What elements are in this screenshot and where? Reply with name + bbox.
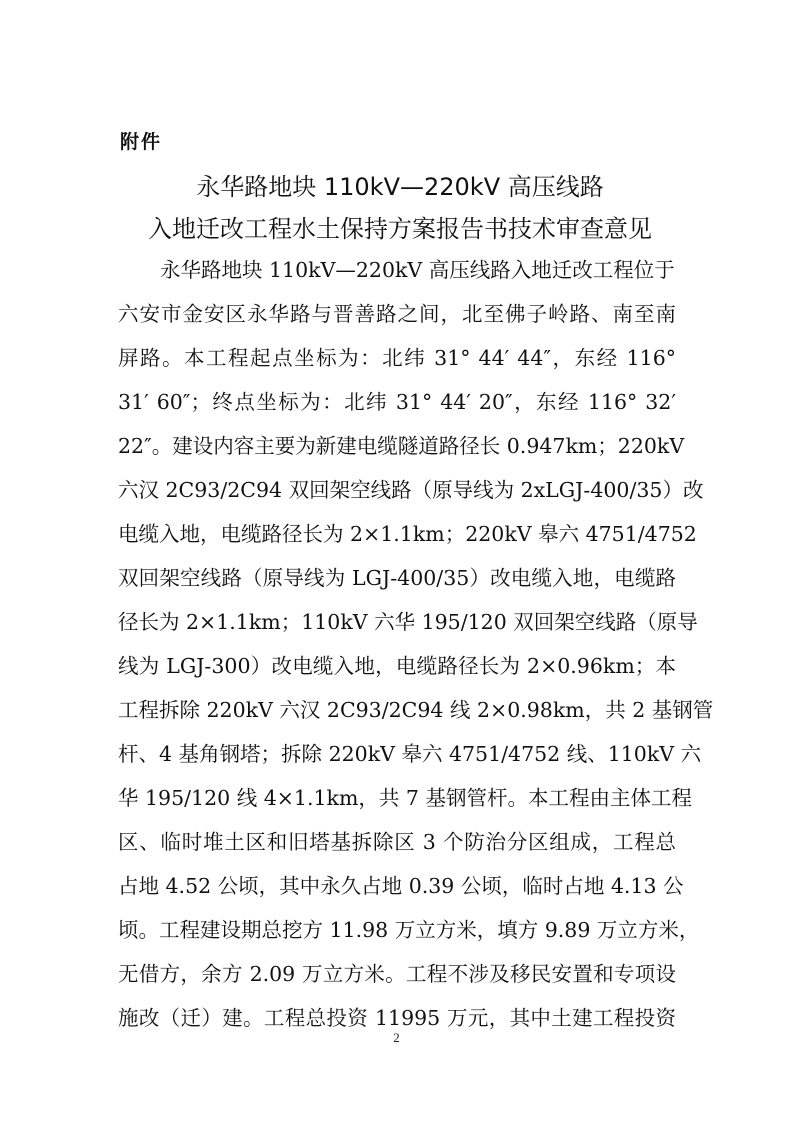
body-line: 杆、4 基角钢塔；拆除 220kV 皋六 4751/4752 线、110kV 六 xyxy=(118,742,702,766)
body-line: 电缆入地，电缆路径长为 2×1.1km；220kV 皋六 4751/4752 xyxy=(118,522,697,546)
body-line: 无借方，余方 2.09 万立方米。工程不涉及移民安置和专项设 xyxy=(118,962,676,986)
body-line: 工程拆除 220kV 六汉 2C93/2C94 线 2×0.98km，共 2 基钢管 xyxy=(118,698,714,722)
body-line: 施改（迁）建。工程总投资 11995 万元，其中土建工程投资 xyxy=(118,1006,676,1030)
body-line: 华 195/120 线 4×1.1km，共 7 基钢管杆。本工程由主体工程 xyxy=(118,786,692,810)
body-line: 区、临时堆土区和旧塔基拆除区 3 个防治分区组成，工程总 xyxy=(118,830,676,854)
body-line: 屏路。本工程起点坐标为：北纬 31° 44′ 44″，东经 116° xyxy=(118,346,676,370)
attachment-label: 附件 xyxy=(120,131,163,153)
body-line: 线为 LGJ-300）改电缆入地，电缆路径长为 2×0.96km；本 xyxy=(118,654,676,678)
body-line: 31′ 60″；终点坐标为：北纬 31° 44′ 20″，东经 116° 32′ xyxy=(118,390,676,414)
body-line: 永华路地块 110kV—220kV 高压线路入地迁改工程位于 xyxy=(160,258,675,282)
body-line: 顷。工程建设期总挖方 11.98 万立方米，填方 9.89 万立方米， xyxy=(118,918,700,942)
page-number: 2 xyxy=(393,1030,400,1045)
body-line: 22″。建设内容主要为新建电缆隧道路径长 0.947km；220kV xyxy=(118,434,685,458)
body-line: 占地 4.52 公顷，其中永久占地 0.39 公顷，临时占地 4.13 公 xyxy=(118,874,684,898)
document-title-line-2: 入地迁改工程水土保持方案报告书技术审查意见 xyxy=(148,215,652,243)
body-line: 六汉 2C93/2C94 双回架空线路（原导线为 2xLGJ-400/35）改 xyxy=(118,478,704,502)
body-line: 径长为 2×1.1km；110kV 六华 195/120 双回架空线路（原导 xyxy=(118,610,698,634)
body-line: 双回架空线路（原导线为 LGJ-400/35）改电缆入地，电缆路 xyxy=(118,566,676,590)
body-line: 六安市金安区永华路与晋善路之间，北至佛子岭路、南至南 xyxy=(118,302,676,326)
document-title-line-1: 永华路地块 110kV—220kV 高压线路 xyxy=(196,173,604,201)
